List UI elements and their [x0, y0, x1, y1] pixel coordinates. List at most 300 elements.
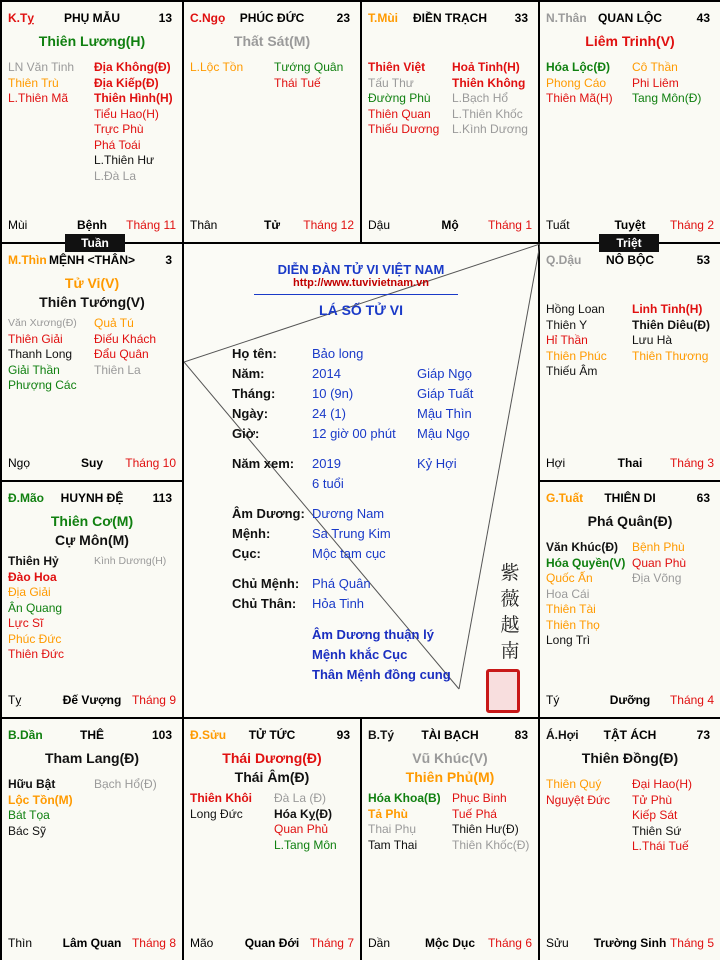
minor-star: L.Kình Dương [452, 122, 528, 136]
minor-stars-left [546, 302, 632, 380]
palace-name: PHÚC ĐỨC [239, 11, 305, 25]
minor-stars-right [94, 554, 178, 663]
stem-branch-label: B.Tý [368, 728, 395, 742]
minor-stars-left [368, 791, 452, 853]
palace-cell-suu[interactable] [184, 719, 362, 960]
life-stage: Suy [80, 456, 103, 470]
lunar-month: Tháng 10 [125, 456, 176, 470]
minor-star: Thái Tuế [274, 75, 321, 90]
minor-star: Đường Phù [368, 91, 431, 105]
major-stars [2, 274, 182, 312]
minor-star: Phục Binh [452, 791, 507, 805]
minor-star: L.Đà La [94, 168, 137, 183]
palace-number: 13 [158, 11, 172, 25]
life-stage: Mộ [441, 218, 459, 232]
triet-marker: Triệt [599, 234, 659, 252]
forum-title: DIỄN ĐÀN TỬ VI VIỆT NAM [277, 262, 445, 277]
palace-number: 73 [696, 728, 710, 742]
minor-star: Thiên Khốc(Đ) [452, 837, 530, 852]
minor-star: Thiên Việt [368, 60, 426, 74]
minor-star: Tả Phù [368, 806, 409, 821]
minor-star: Địa Không(Đ) [94, 60, 171, 74]
info-label: Chủ Thân: [232, 596, 297, 611]
minor-star: Thiên Trù [8, 75, 59, 90]
palace-cell-thin[interactable] [2, 244, 184, 482]
palace-number: 113 [152, 491, 172, 505]
life-stage: Lâm Quan [62, 936, 122, 950]
calligraphy-char: 紫 [500, 562, 520, 584]
palace-footer [8, 693, 176, 707]
major-star: Vũ Khúc(V) [412, 750, 488, 766]
palace-header [540, 8, 720, 28]
minor-star: Thiên Hỷ [8, 554, 59, 568]
minor-star: Đào Hoa [8, 569, 57, 584]
major-star: Thái Âm(Đ) [234, 769, 310, 785]
footer-branch: Sửu [546, 936, 569, 950]
info-value: Mộc tam cục [312, 546, 386, 561]
stem-branch-label: N.Thân [546, 11, 587, 25]
palace-cell-ti[interactable] [362, 719, 540, 960]
minor-star: Hóa Quyền(V) [546, 555, 626, 570]
palace-number: 63 [696, 491, 710, 505]
palace-header [540, 725, 720, 745]
minor-stars-left [368, 60, 452, 138]
lunar-month: Tháng 7 [309, 936, 354, 950]
minor-star: Thiên Thọ [546, 617, 600, 632]
footer-branch: Hợi [546, 456, 566, 470]
palace-name: HUYNH ĐỆ [60, 491, 124, 505]
palace-header [2, 725, 182, 745]
minor-star: Thiếu Dương [368, 122, 440, 136]
palace-number: 3 [165, 253, 172, 267]
palace-header [362, 725, 538, 745]
life-stage: Mộc Dục [424, 936, 475, 950]
palace-cell-than[interactable] [540, 2, 720, 244]
minor-star: Phong Cáo [546, 75, 607, 90]
minor-star: Thiên Quý [546, 777, 602, 791]
palace-header [540, 488, 720, 508]
footer-branch: Ngọ [8, 456, 31, 470]
palace-header [540, 250, 720, 270]
minor-stars-left [546, 777, 632, 855]
major-stars [540, 32, 720, 51]
info-label: Năm xem: [232, 456, 295, 471]
minor-star: Phá Toái [94, 137, 141, 152]
minor-star: Thiên Đức [8, 647, 65, 661]
stem-branch-label: Đ.Sửu [190, 728, 227, 742]
palace-footer [368, 936, 532, 950]
info-value: 6 tuổi [312, 476, 344, 491]
minor-stars-right [632, 540, 716, 649]
minor-star: Đà La (Đ) [274, 791, 327, 805]
minor-stars-right [94, 777, 178, 839]
life-stage: Tuyệt [614, 218, 646, 232]
footer-branch: Thân [190, 218, 218, 232]
minor-stars-right [94, 316, 178, 394]
major-stars [2, 512, 182, 550]
footer-branch: Tý [546, 693, 560, 707]
palace-name: ĐIỀN TRẠCH [413, 11, 487, 25]
info-row [232, 386, 532, 404]
palace-number: 103 [151, 728, 172, 742]
info-value: 12 giờ 00 phút [312, 426, 396, 441]
lunar-month: Tháng 9 [131, 693, 176, 707]
info-label: Cục: [232, 546, 261, 561]
minor-stars-left [8, 554, 94, 663]
major-star: Liêm Trinh(V) [585, 33, 675, 49]
calligraphy-char: 南 [500, 640, 520, 662]
minor-star: Bác Sỹ [8, 823, 47, 838]
life-stage: Trường Sinh [593, 936, 667, 950]
palace-cell-ty[interactable] [2, 2, 184, 244]
minor-stars-right [632, 777, 716, 855]
minor-star: Thiên Tài [546, 602, 596, 616]
info-label: Ngày: [232, 406, 269, 421]
major-stars [2, 32, 182, 51]
minor-star: Tuế Phá [452, 806, 497, 821]
minor-star: Thiên Mã(H) [546, 91, 613, 105]
major-stars [540, 512, 720, 531]
lunar-month: Tháng 2 [669, 218, 714, 232]
lunar-month: Tháng 5 [669, 936, 714, 950]
minor-star: Lực Sĩ [8, 616, 44, 630]
minor-star: L.Tang Môn [274, 837, 337, 852]
major-star: Thái Dương(Đ) [222, 750, 322, 766]
info-value-ganzhi: Kỷ Hợi [417, 456, 457, 471]
minor-star: Văn Xương(Đ) [8, 317, 77, 329]
palace-name: TẬT ÁCH [603, 728, 657, 742]
minor-star: Thiên Diêu(Đ) [632, 317, 710, 332]
minor-stars [546, 777, 716, 855]
minor-stars-left [546, 540, 632, 649]
footer-branch: Dậu [368, 218, 391, 232]
minor-stars-right [632, 302, 716, 380]
minor-star: Thanh Long [8, 347, 73, 361]
minor-star: Phúc Đức [8, 631, 62, 646]
minor-star: L.Thái Tuế [632, 839, 689, 853]
minor-star: Đại Hao(H) [632, 777, 693, 791]
palace-number: 33 [514, 11, 528, 25]
footer-branch: Dần [368, 936, 391, 950]
palace-name: THÊ [80, 728, 104, 742]
palace-cell-dau[interactable] [540, 244, 720, 482]
minor-stars-right [452, 60, 534, 138]
minor-star: Hóa Lộc(Đ) [546, 60, 610, 74]
info-value: Bảo long [312, 346, 364, 361]
info-value: 24 (1) [312, 406, 346, 421]
minor-star: Lộc Tồn(M) [8, 792, 73, 807]
info-value: Hỏa Tinh [312, 596, 365, 611]
palace-cell-mao[interactable] [2, 482, 184, 719]
minor-star: Thai Phụ [368, 822, 417, 836]
minor-star: Long Đức [190, 806, 243, 821]
minor-star: Tấu Thư [368, 75, 414, 90]
info-value: Dương Nam [312, 506, 385, 521]
minor-star: Linh Tinh(H) [632, 302, 703, 316]
minor-star: Kiếp Sát [632, 808, 678, 822]
major-star: Thất Sát(M) [233, 33, 311, 49]
info-label: Chủ Mệnh: [232, 576, 300, 591]
palace-header [2, 8, 182, 28]
palace-header [184, 8, 360, 28]
minor-star: L.Bạch Hổ [452, 91, 509, 105]
info-label: Họ tên: [232, 346, 277, 361]
life-stage: Dưỡng [609, 693, 651, 707]
calligraphy-char: 越 [500, 614, 520, 636]
minor-star: Kình Dương(H) [94, 555, 167, 567]
minor-stars [8, 60, 178, 184]
info-label: Mệnh: [232, 526, 271, 541]
minor-stars-left [190, 791, 274, 853]
forum-url[interactable]: http://www.tuvivietnam.vn [293, 277, 429, 289]
note-than-menh: Thân Mệnh đồng cung [312, 667, 451, 682]
major-star: Thiên Cơ(M) [50, 513, 134, 529]
palace-cell-dan[interactable] [2, 719, 184, 960]
palace-number: 23 [336, 11, 350, 25]
tuan-marker: Tuần [65, 234, 125, 252]
note-menh-cuc: Mệnh khắc Cục [312, 647, 408, 662]
palace-cell-hoi[interactable] [540, 719, 720, 960]
minor-star: Hóa Kỵ(Đ) [274, 806, 333, 821]
minor-star: Hỉ Thần [546, 333, 588, 347]
palace-name: NÔ BỘC [606, 253, 654, 267]
major-stars [2, 749, 182, 768]
info-row [232, 576, 532, 594]
major-stars [362, 749, 538, 787]
stem-branch-label: T.Mùi [368, 11, 398, 25]
palace-footer [546, 218, 714, 232]
minor-star: Phi Liêm [632, 75, 679, 90]
major-star: Tử Vi(V) [64, 275, 120, 291]
stem-branch-label: M.Thìn [8, 253, 47, 267]
minor-star: Long Trì [546, 633, 591, 647]
lunar-month: Tháng 11 [126, 218, 176, 232]
palace-name: THIÊN DI [604, 491, 656, 505]
info-label: Năm: [232, 366, 265, 381]
minor-stars [190, 791, 356, 853]
minor-stars [8, 554, 178, 663]
info-row [232, 366, 532, 384]
palace-number: 83 [514, 728, 528, 742]
minor-star: Địa Giải [8, 585, 51, 599]
stem-branch-label: C.Ngọ [190, 11, 226, 25]
minor-stars-left [8, 777, 94, 839]
minor-star: Bạch Hổ(Đ) [94, 777, 157, 791]
life-stage: Bệnh [77, 218, 107, 232]
minor-star: Hoả Tinh(H) [452, 60, 520, 74]
info-row [232, 526, 532, 544]
minor-star: Địa Kiếp(Đ) [94, 75, 159, 90]
major-stars [540, 749, 720, 768]
minor-star: Thiên Không [452, 75, 526, 90]
life-stage: Thai [617, 456, 643, 470]
minor-star: Hoa Cái [546, 586, 590, 601]
minor-stars-right [274, 60, 356, 91]
palace-footer [190, 218, 354, 232]
major-star: Cự Môn(M) [55, 532, 129, 548]
palace-footer [546, 693, 714, 707]
palace-number: 93 [336, 728, 350, 742]
title-divider [254, 294, 458, 295]
minor-star: Tử Phù [632, 792, 673, 807]
info-value: 10 (9n) [312, 386, 354, 401]
major-star: Thiên Lương(H) [38, 33, 146, 49]
minor-stars [546, 302, 716, 380]
info-label: Tháng: [232, 386, 276, 401]
info-row [232, 506, 532, 524]
minor-stars-right [452, 791, 534, 853]
minor-star: Thiên Phúc [546, 348, 607, 363]
palace-header [184, 725, 360, 745]
minor-star: Hóa Khoa(B) [368, 791, 441, 805]
footer-branch: Mão [190, 936, 214, 950]
minor-star: Hữu Bật [8, 777, 56, 791]
stem-branch-label: Q.Dậu [546, 253, 582, 267]
palace-name: MỆNH <THÂN> [48, 253, 135, 267]
minor-star: Quan Phù [632, 555, 687, 570]
minor-star: Thiếu Âm [546, 364, 598, 378]
info-value-ganzhi: Mậu Ngọ [417, 426, 470, 441]
palace-footer [368, 218, 532, 232]
footer-branch: Tỵ [8, 693, 22, 707]
info-value: Sa Trung Kim [312, 526, 391, 541]
info-value-ganzhi: Giáp Ngọ [417, 366, 472, 381]
minor-star: L.Lộc Tồn [190, 60, 244, 74]
major-star: Thiên Phủ(M) [405, 769, 495, 785]
minor-stars-left [8, 60, 94, 184]
minor-star: Tướng Quân [274, 60, 344, 74]
minor-stars-right [632, 60, 716, 107]
palace-number: 53 [696, 253, 710, 267]
minor-star: Hồng Loan [546, 302, 605, 316]
minor-stars-right [94, 60, 178, 184]
life-stage: Đế Vượng [62, 693, 122, 707]
lunar-month: Tháng 12 [303, 218, 354, 232]
major-star: Tham Lang(Đ) [44, 750, 140, 766]
chart-center-panel [184, 244, 540, 719]
minor-star: Quả Tú [94, 316, 134, 330]
lunar-month: Tháng 4 [669, 693, 714, 707]
stem-branch-label: G.Tuất [546, 491, 584, 505]
minor-stars-left [546, 60, 632, 107]
minor-star: Bát Tọa [8, 808, 50, 822]
minor-stars [546, 540, 716, 649]
minor-stars-left [190, 60, 274, 91]
minor-star: Thiên Giải [8, 331, 63, 346]
minor-star: Thiên Khôi [190, 791, 252, 805]
palace-name: PHỤ MẪU [64, 11, 120, 25]
minor-star: Tang Môn(Đ) [632, 91, 702, 105]
minor-star: Thiên Y [546, 317, 588, 332]
info-row [232, 346, 532, 364]
minor-star: L.Thiên Mã [8, 91, 69, 105]
info-row [232, 546, 532, 564]
calligraphy-char: 薇 [500, 588, 520, 610]
minor-star: Tiểu Hao(H) [94, 106, 159, 121]
minor-star: Nguyệt Đức [546, 792, 611, 807]
info-value: Phá Quân [312, 576, 371, 591]
minor-star: Quốc Ấn [546, 571, 593, 585]
stem-branch-label: B.Dần [8, 728, 43, 742]
minor-star: Điếu Khách [94, 331, 157, 346]
palace-footer [190, 936, 354, 950]
palace-footer [546, 456, 714, 470]
info-value-ganzhi: Mậu Thìn [417, 406, 472, 421]
lunar-month: Tháng 6 [487, 936, 532, 950]
minor-star: L.Thiên Hư [94, 153, 155, 167]
palace-footer [546, 936, 714, 950]
minor-stars [546, 60, 716, 107]
info-row [232, 596, 532, 614]
lunar-month: Tháng 3 [669, 456, 714, 470]
info-row [232, 406, 532, 424]
palace-header [2, 488, 182, 508]
minor-stars-right [274, 791, 356, 853]
chart-title: LÁ SỐ TỬ VI [319, 302, 403, 318]
life-stage: Tử [263, 218, 281, 232]
minor-stars [8, 316, 178, 394]
minor-star: Thiên Quan [368, 106, 431, 121]
palace-header [2, 250, 182, 270]
major-star: Phá Quân(Đ) [587, 513, 673, 529]
minor-star: Thiên La [94, 362, 141, 377]
minor-stars [368, 791, 534, 853]
palace-cell-tuat[interactable] [540, 482, 720, 719]
info-label: Giờ: [232, 426, 260, 441]
minor-star: Địa Võng [632, 571, 682, 585]
minor-stars-left [8, 316, 94, 394]
lunar-month: Tháng 1 [487, 218, 532, 232]
minor-star: Ân Quang [8, 600, 63, 615]
minor-stars [190, 60, 356, 91]
palace-name: QUAN LỘC [598, 11, 662, 25]
stem-branch-label: Á.Hợi [546, 728, 579, 742]
note-am-duong: Âm Dương thuận lý [312, 627, 434, 642]
minor-star: Thiên Hình(H) [94, 91, 173, 105]
minor-star: Văn Khúc(Đ) [546, 540, 618, 554]
minor-star: Bệnh Phù [632, 540, 685, 554]
footer-branch: Tuất [546, 218, 570, 232]
minor-star: L.Thiên Khốc [452, 106, 523, 121]
stem-branch-label: K.Tỵ [8, 11, 35, 25]
footer-branch: Thìn [8, 936, 33, 950]
life-stage: Quan Đới [244, 936, 300, 950]
info-value-ganzhi: Giáp Tuất [417, 386, 474, 401]
palace-name: TỬ TỨC [248, 728, 296, 742]
palace-name: TÀI BẠCH [421, 728, 479, 742]
palace-footer [8, 218, 176, 232]
palace-cell-mui[interactable] [362, 2, 540, 244]
major-stars [184, 749, 360, 787]
info-value: 2019 [312, 456, 341, 471]
minor-stars [8, 777, 178, 839]
info-row [232, 426, 532, 444]
major-star: Thiên Đồng(Đ) [581, 750, 679, 766]
minor-stars [368, 60, 534, 138]
minor-star: Phượng Các [8, 378, 77, 392]
minor-star: Thiên Sứ [632, 823, 682, 838]
minor-star: Trực Phù [94, 122, 144, 136]
palace-cell-ngo[interactable] [184, 2, 362, 244]
minor-star: Lưu Hà [632, 333, 673, 347]
minor-star: Đẩu Quân [94, 347, 149, 361]
minor-star: Quan Phủ [274, 822, 329, 836]
red-seal [486, 669, 520, 713]
info-row [232, 476, 532, 494]
palace-footer [8, 936, 176, 950]
stem-branch-label: Đ.Mão [8, 491, 44, 505]
minor-star: Cô Thần [632, 60, 678, 74]
